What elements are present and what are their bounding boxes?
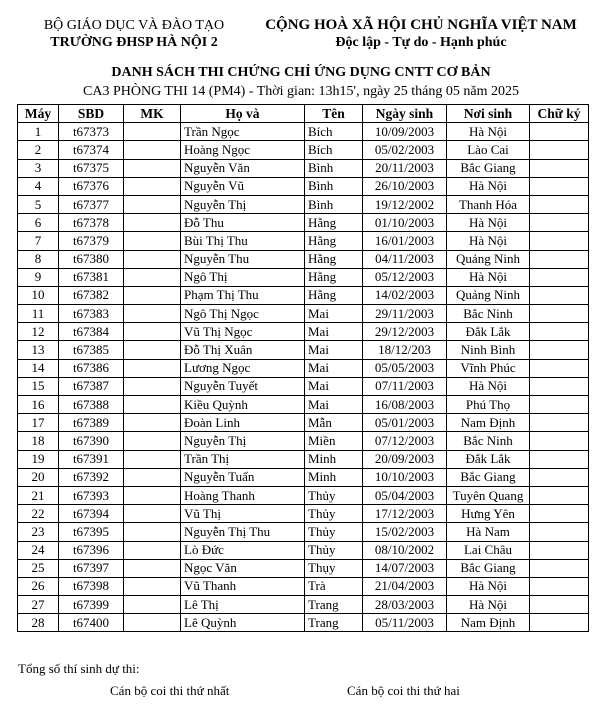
table-row — [18, 359, 589, 377]
table-row — [18, 559, 589, 577]
document-title: DANH SÁCH THI CHỨNG CHỈ ỨNG DỤNG CNTT CƠ BẢN — [111, 65, 491, 80]
cell-may: 5 — [18, 195, 59, 213]
table-row — [18, 396, 589, 414]
table-row — [18, 177, 589, 195]
cell-sbd: t67393 — [59, 486, 124, 504]
cell-mk — [124, 468, 181, 486]
cell-ho: Lê Thị — [181, 596, 305, 614]
col-header-sbd: SBD — [59, 105, 124, 123]
cell-mk — [124, 432, 181, 450]
table-row — [18, 159, 589, 177]
cell-ngay-sinh: 01/10/2003 — [363, 214, 447, 232]
cell-sbd: t67387 — [59, 377, 124, 395]
cell-ho: Nguyễn Vũ — [181, 177, 305, 195]
cell-ten: Minh — [305, 468, 363, 486]
cell-sbd: t67392 — [59, 468, 124, 486]
cell-noi-sinh: Bắc Ninh — [447, 432, 530, 450]
cell-noi-sinh: Nam Định — [447, 614, 530, 632]
cell-sbd: t67382 — [59, 286, 124, 304]
cell-chu-ky — [530, 486, 589, 504]
cell-mk — [124, 323, 181, 341]
cell-mk — [124, 123, 181, 141]
cell-noi-sinh: Nam Định — [447, 414, 530, 432]
cell-may: 15 — [18, 377, 59, 395]
total-candidates-label: Tổng số thí sinh dự thi: — [18, 661, 140, 676]
cell-mk — [124, 268, 181, 286]
cell-chu-ky — [530, 505, 589, 523]
cell-mk — [124, 250, 181, 268]
cell-noi-sinh: Lào Cai — [447, 141, 530, 159]
cell-sbd: t67389 — [59, 414, 124, 432]
cell-noi-sinh: Ninh Bình — [447, 341, 530, 359]
cell-sbd: t67399 — [59, 596, 124, 614]
cell-ho: Nguyễn Thu — [181, 250, 305, 268]
cell-noi-sinh: Đắk Lắk — [447, 323, 530, 341]
cell-chu-ky — [530, 359, 589, 377]
cell-sbd: t67384 — [59, 323, 124, 341]
cell-may: 13 — [18, 341, 59, 359]
cell-sbd: t67385 — [59, 341, 124, 359]
cell-sbd: t67377 — [59, 195, 124, 213]
table-row — [18, 414, 589, 432]
cell-sbd: t67386 — [59, 359, 124, 377]
table-row — [18, 614, 589, 632]
cell-ngay-sinh: 14/07/2003 — [363, 559, 447, 577]
exam-session-info: CA3 PHÒNG THI 14 (PM4) - Thời gian: 13h15', ngày 25 tháng 05 năm 2025 — [83, 84, 519, 99]
cell-may: 22 — [18, 505, 59, 523]
cell-may: 6 — [18, 214, 59, 232]
cell-may: 18 — [18, 432, 59, 450]
cell-sbd: t67396 — [59, 541, 124, 559]
col-header-may: Máy — [18, 105, 59, 123]
cell-ten: Mai — [305, 359, 363, 377]
table-row — [18, 377, 589, 395]
ministry-name: BỘ GIÁO DỤC VÀ ĐÀO TẠO — [43, 18, 225, 33]
table-row — [18, 286, 589, 304]
cell-sbd: t67388 — [59, 396, 124, 414]
table-header-row — [18, 105, 589, 123]
cell-may: 20 — [18, 468, 59, 486]
cell-sbd: t67397 — [59, 559, 124, 577]
cell-ngay-sinh: 20/11/2003 — [363, 159, 447, 177]
cell-ten: Bình — [305, 195, 363, 213]
cell-sbd: t67394 — [59, 505, 124, 523]
table-row — [18, 323, 589, 341]
cell-ngay-sinh: 29/12/2003 — [363, 323, 447, 341]
cell-sbd: t67390 — [59, 432, 124, 450]
cell-ten: Mai — [305, 305, 363, 323]
cell-noi-sinh: Tuyên Quang — [447, 486, 530, 504]
cell-sbd: t67380 — [59, 250, 124, 268]
cell-may: 23 — [18, 523, 59, 541]
cell-ho: Bùi Thị Thu — [181, 232, 305, 250]
table-row — [18, 195, 589, 213]
cell-ho: Nguyễn Thị Thu — [181, 523, 305, 541]
cell-ho: Đoàn Linh — [181, 414, 305, 432]
cell-ho: Nguyễn Thị — [181, 195, 305, 213]
cell-ho: Ngọc Văn — [181, 559, 305, 577]
cell-noi-sinh: Hà Nội — [447, 232, 530, 250]
cell-noi-sinh: Hà Nội — [447, 177, 530, 195]
table-row — [18, 432, 589, 450]
table-row — [18, 541, 589, 559]
cell-ten: Bình — [305, 177, 363, 195]
cell-noi-sinh: Hà Nội — [447, 214, 530, 232]
col-header-mk: MK — [124, 105, 181, 123]
cell-ho: Phạm Thị Thu — [181, 286, 305, 304]
cell-noi-sinh: Thanh Hóa — [447, 195, 530, 213]
cell-ho: Đỗ Thu — [181, 214, 305, 232]
cell-ngay-sinh: 15/02/2003 — [363, 523, 447, 541]
cell-ngay-sinh: 21/04/2003 — [363, 577, 447, 595]
cell-ten: Mai — [305, 341, 363, 359]
cell-ngay-sinh: 16/08/2003 — [363, 396, 447, 414]
cell-may: 19 — [18, 450, 59, 468]
cell-may: 21 — [18, 486, 59, 504]
cell-mk — [124, 232, 181, 250]
cell-mk — [124, 377, 181, 395]
cell-ho: Hoàng Thanh — [181, 486, 305, 504]
cell-ngay-sinh: 05/12/2003 — [363, 268, 447, 286]
cell-sbd: t67398 — [59, 577, 124, 595]
cell-ngay-sinh: 20/09/2003 — [363, 450, 447, 468]
cell-ten: Miền — [305, 432, 363, 450]
cell-noi-sinh: Hưng Yên — [447, 505, 530, 523]
cell-noi-sinh: Đắk Lắk — [447, 450, 530, 468]
cell-mk — [124, 414, 181, 432]
cell-may: 8 — [18, 250, 59, 268]
cell-mk — [124, 286, 181, 304]
cell-ngay-sinh: 10/10/2003 — [363, 468, 447, 486]
cell-chu-ky — [530, 377, 589, 395]
cell-ten: Mai — [305, 377, 363, 395]
cell-ngay-sinh: 28/03/2003 — [363, 596, 447, 614]
cell-chu-ky — [530, 195, 589, 213]
cell-ten: Thủy — [305, 523, 363, 541]
cell-chu-ky — [530, 414, 589, 432]
cell-may: 10 — [18, 286, 59, 304]
cell-ho: Đỗ Thị Xuân — [181, 341, 305, 359]
cell-sbd: t67379 — [59, 232, 124, 250]
cell-chu-ky — [530, 232, 589, 250]
cell-ten: Minh — [305, 450, 363, 468]
cell-ngay-sinh: 08/10/2002 — [363, 541, 447, 559]
cell-ten: Mẫn — [305, 414, 363, 432]
header-right — [262, 17, 580, 51]
cell-may: 14 — [18, 359, 59, 377]
cell-chu-ky — [530, 396, 589, 414]
cell-mk — [124, 486, 181, 504]
table-row — [18, 141, 589, 159]
table-row — [18, 468, 589, 486]
cell-sbd: t67383 — [59, 305, 124, 323]
cell-chu-ky — [530, 214, 589, 232]
cell-chu-ky — [530, 123, 589, 141]
table-row — [18, 486, 589, 504]
cell-sbd: t67378 — [59, 214, 124, 232]
cell-noi-sinh: Quảng Ninh — [447, 250, 530, 268]
cell-mk — [124, 577, 181, 595]
cell-ho: Vũ Thị — [181, 505, 305, 523]
cell-ho: Hoàng Ngọc — [181, 141, 305, 159]
cell-noi-sinh: Phú Thọ — [447, 396, 530, 414]
cell-ho: Kiều Quỳnh — [181, 396, 305, 414]
cell-mk — [124, 195, 181, 213]
cell-noi-sinh: Hà Nội — [447, 577, 530, 595]
cell-chu-ky — [530, 286, 589, 304]
cell-sbd: t67391 — [59, 450, 124, 468]
cell-chu-ky — [530, 323, 589, 341]
cell-chu-ky — [530, 577, 589, 595]
cell-sbd: t67375 — [59, 159, 124, 177]
cell-mk — [124, 159, 181, 177]
header-left — [18, 17, 250, 51]
cell-may: 24 — [18, 541, 59, 559]
national-motto: Độc lập - Tự do - Hạnh phúc — [335, 35, 507, 50]
cell-noi-sinh: Hà Nam — [447, 523, 530, 541]
cell-ten: Hằng — [305, 286, 363, 304]
cell-ten: Bích — [305, 141, 363, 159]
cell-chu-ky — [530, 432, 589, 450]
cell-may: 27 — [18, 596, 59, 614]
cell-noi-sinh: Hà Nội — [447, 268, 530, 286]
cell-may: 7 — [18, 232, 59, 250]
cell-chu-ky — [530, 559, 589, 577]
cell-noi-sinh: Bắc Giang — [447, 159, 530, 177]
cell-mk — [124, 177, 181, 195]
cell-ten: Thụy — [305, 559, 363, 577]
cell-ngay-sinh: 05/02/2003 — [363, 141, 447, 159]
cell-may: 4 — [18, 177, 59, 195]
cell-mk — [124, 596, 181, 614]
cell-ho: Ngô Thị Ngọc — [181, 305, 305, 323]
cell-ten: Mai — [305, 396, 363, 414]
cell-ngay-sinh: 19/12/2002 — [363, 195, 447, 213]
cell-noi-sinh: Quảng Ninh — [447, 286, 530, 304]
cell-ten: Hằng — [305, 214, 363, 232]
cell-mk — [124, 614, 181, 632]
cell-ngay-sinh: 18/12/203 — [363, 341, 447, 359]
cell-may: 26 — [18, 577, 59, 595]
school-name: TRƯỜNG ĐHSP HÀ NỘI 2 — [50, 35, 218, 50]
cell-ngay-sinh: 05/05/2003 — [363, 359, 447, 377]
col-header-ho: Họ và — [181, 105, 305, 123]
cell-may: 3 — [18, 159, 59, 177]
table-row — [18, 232, 589, 250]
cell-ho: Nguyễn Tuyết — [181, 377, 305, 395]
cell-chu-ky — [530, 341, 589, 359]
cell-mk — [124, 141, 181, 159]
cell-ho: Nguyễn Tuấn — [181, 468, 305, 486]
cell-mk — [124, 559, 181, 577]
cell-may: 17 — [18, 414, 59, 432]
cell-mk — [124, 541, 181, 559]
cell-chu-ky — [530, 159, 589, 177]
col-header-ngay-sinh: Ngày sinh — [363, 105, 447, 123]
table-row — [18, 523, 589, 541]
cell-ho: Nguyễn Thị — [181, 432, 305, 450]
cell-ngay-sinh: 26/10/2003 — [363, 177, 447, 195]
table-row — [18, 214, 589, 232]
cell-ten: Trang — [305, 614, 363, 632]
cell-ten: Thủy — [305, 505, 363, 523]
cell-may: 28 — [18, 614, 59, 632]
cell-ho: Trần Thị — [181, 450, 305, 468]
col-header-ten: Tên — [305, 105, 363, 123]
cell-chu-ky — [530, 614, 589, 632]
cell-may: 12 — [18, 323, 59, 341]
cell-sbd: t67374 — [59, 141, 124, 159]
cell-mk — [124, 450, 181, 468]
cell-ten: Trà — [305, 577, 363, 595]
table-row — [18, 505, 589, 523]
cell-noi-sinh: Bắc Ninh — [447, 305, 530, 323]
cell-noi-sinh: Vĩnh Phúc — [447, 359, 530, 377]
cell-mk — [124, 359, 181, 377]
table-row — [18, 577, 589, 595]
cell-ten: Bình — [305, 159, 363, 177]
cell-ngay-sinh: 05/04/2003 — [363, 486, 447, 504]
cell-noi-sinh: Hà Nội — [447, 377, 530, 395]
cell-may: 9 — [18, 268, 59, 286]
cell-may: 2 — [18, 141, 59, 159]
cell-chu-ky — [530, 268, 589, 286]
table-row — [18, 596, 589, 614]
table-row — [18, 450, 589, 468]
cell-ten: Bích — [305, 123, 363, 141]
cell-ho: Trần Ngọc — [181, 123, 305, 141]
cell-ngay-sinh: 05/01/2003 — [363, 414, 447, 432]
cell-sbd: t67395 — [59, 523, 124, 541]
cell-ngay-sinh: 04/11/2003 — [363, 250, 447, 268]
cell-ho: Vũ Thanh — [181, 577, 305, 595]
table-row — [18, 123, 589, 141]
cell-mk — [124, 305, 181, 323]
cell-ho: Ngô Thị — [181, 268, 305, 286]
cell-chu-ky — [530, 523, 589, 541]
cell-ten: Mai — [305, 323, 363, 341]
cell-ten: Trang — [305, 596, 363, 614]
cell-ten: Hằng — [305, 250, 363, 268]
cell-sbd: t67373 — [59, 123, 124, 141]
cell-ten: Thủy — [305, 541, 363, 559]
cell-ten: Hằng — [305, 268, 363, 286]
country-name: CỘNG HOÀ XÃ HỘI CHỦ NGHĨA VIỆT NAM — [265, 17, 577, 33]
cell-noi-sinh: Hà Nội — [447, 123, 530, 141]
table-row — [18, 268, 589, 286]
cell-chu-ky — [530, 250, 589, 268]
cell-ten: Thủy — [305, 486, 363, 504]
cell-chu-ky — [530, 141, 589, 159]
cell-may: 16 — [18, 396, 59, 414]
cell-ngay-sinh: 16/01/2003 — [363, 232, 447, 250]
cell-noi-sinh: Bắc Giang — [447, 468, 530, 486]
cell-ho: Lò Đức — [181, 541, 305, 559]
cell-chu-ky — [530, 305, 589, 323]
table-row — [18, 341, 589, 359]
cell-noi-sinh: Hà Nội — [447, 596, 530, 614]
cell-ngay-sinh: 05/11/2003 — [363, 614, 447, 632]
cell-ngay-sinh: 07/11/2003 — [363, 377, 447, 395]
cell-may: 1 — [18, 123, 59, 141]
proctor-1-signature-label: Cán bộ coi thi thứ nhất — [110, 683, 230, 698]
table-row — [18, 305, 589, 323]
cell-chu-ky — [530, 177, 589, 195]
cell-sbd: t67381 — [59, 268, 124, 286]
cell-mk — [124, 505, 181, 523]
candidate-table — [17, 104, 589, 632]
cell-mk — [124, 396, 181, 414]
cell-chu-ky — [530, 541, 589, 559]
cell-ngay-sinh: 10/09/2003 — [363, 123, 447, 141]
cell-ngay-sinh: 29/11/2003 — [363, 305, 447, 323]
cell-chu-ky — [530, 450, 589, 468]
cell-ho: Vũ Thị Ngọc — [181, 323, 305, 341]
cell-chu-ky — [530, 596, 589, 614]
cell-sbd: t67376 — [59, 177, 124, 195]
cell-noi-sinh: Bắc Giang — [447, 559, 530, 577]
cell-ho: Lương Ngọc — [181, 359, 305, 377]
col-header-noi-sinh: Nơi sinh — [447, 105, 530, 123]
proctor-2-signature-label: Cán bộ coi thi thứ hai — [347, 683, 460, 698]
cell-may: 11 — [18, 305, 59, 323]
cell-sbd: t67400 — [59, 614, 124, 632]
cell-ngay-sinh: 07/12/2003 — [363, 432, 447, 450]
cell-ho: Lê Quỳnh — [181, 614, 305, 632]
cell-ho: Nguyễn Văn — [181, 159, 305, 177]
cell-mk — [124, 523, 181, 541]
cell-ngay-sinh: 14/02/2003 — [363, 286, 447, 304]
cell-may: 25 — [18, 559, 59, 577]
cell-ngay-sinh: 17/12/2003 — [363, 505, 447, 523]
table-row — [18, 250, 589, 268]
cell-noi-sinh: Lai Châu — [447, 541, 530, 559]
cell-mk — [124, 214, 181, 232]
cell-ten: Hằng — [305, 232, 363, 250]
cell-mk — [124, 341, 181, 359]
col-header-chu-ky: Chữ ký — [530, 105, 589, 123]
cell-chu-ky — [530, 468, 589, 486]
